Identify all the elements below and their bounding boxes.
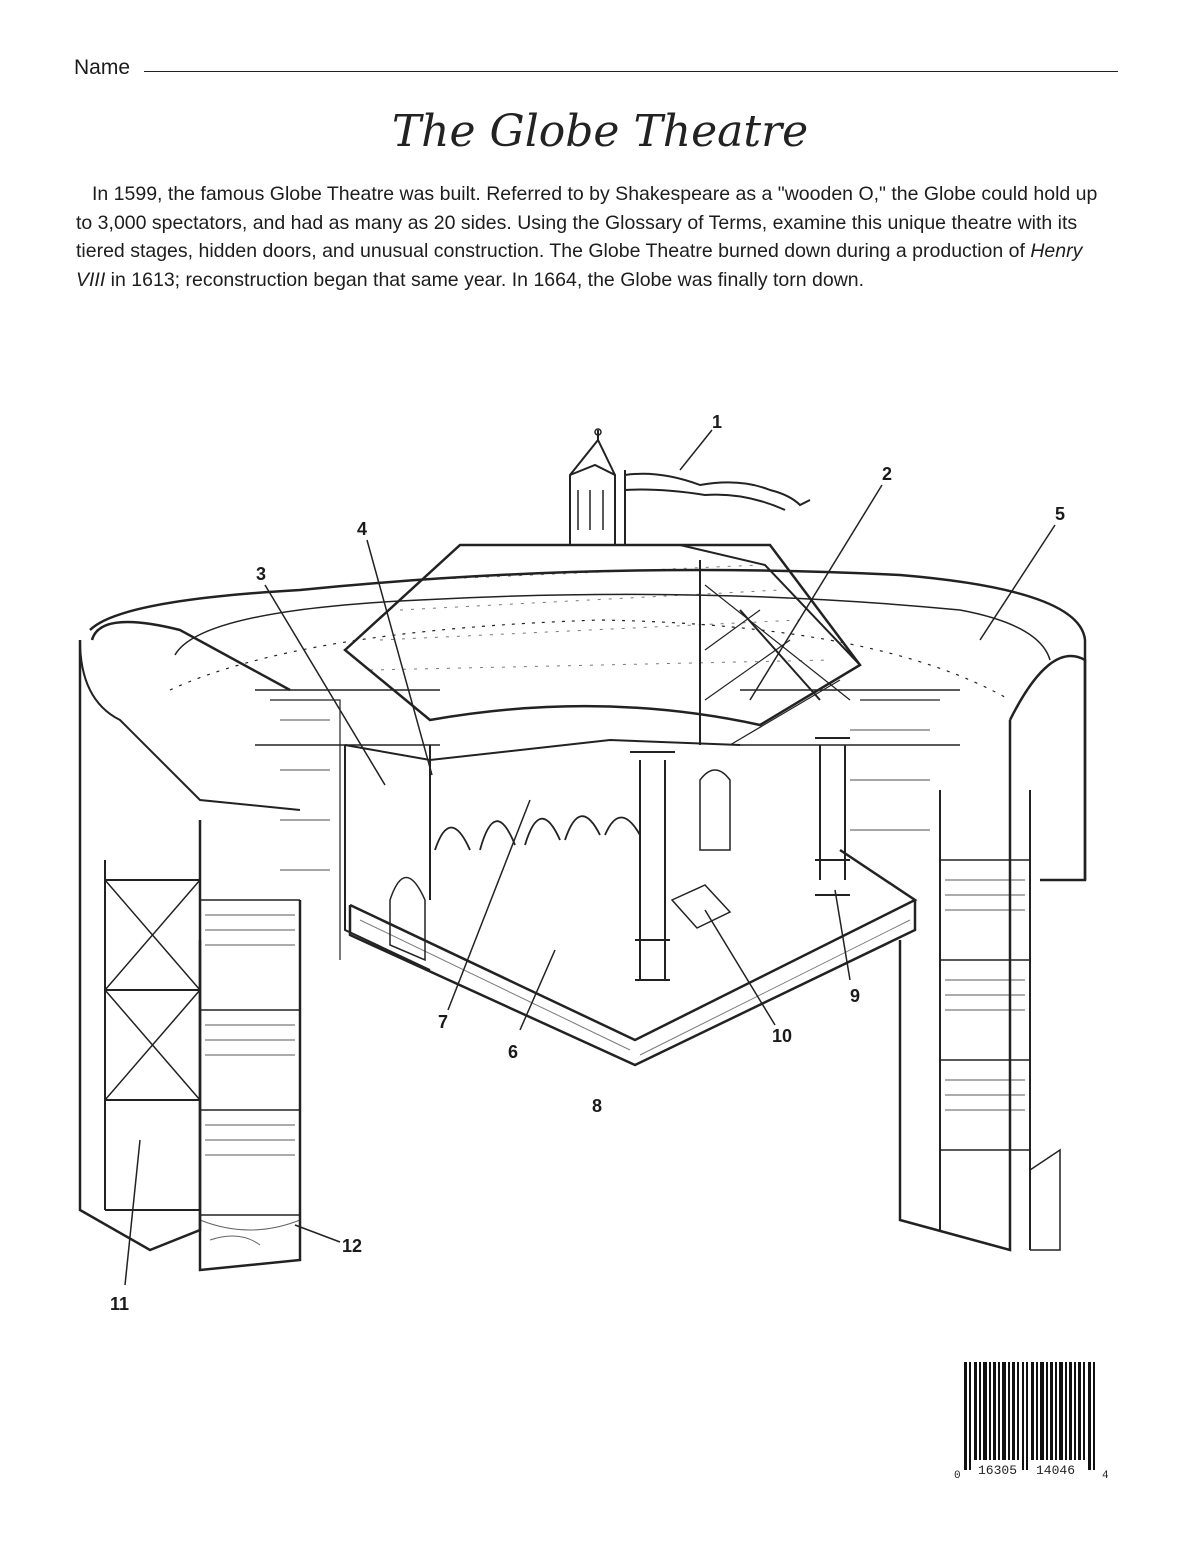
back-gallery-tiers <box>255 690 960 745</box>
label-9: 9 <box>850 986 861 1006</box>
flag <box>625 470 810 545</box>
barcode-digit-group-2: 14046 <box>1036 1463 1076 1478</box>
label-3: 3 <box>256 564 267 584</box>
stage-door-right <box>700 770 730 850</box>
intro-text-start: In 1599, the famous Globe Theatre was built. Referred to by Shakespeare as a "wooden O," the Globe could hold up to 3,000 spectators, and had as many as 20 sides. Using the Glossary of Terms, examine this unique theatre with its tiered stages, hidden doors, and unusual construction. The Globe Theatre burned down during a production of <box>76 183 1098 262</box>
label-4: 4 <box>357 519 368 539</box>
tiring-house-wall <box>345 740 740 970</box>
leader-10 <box>705 910 775 1025</box>
label-2: 2 <box>882 464 893 484</box>
leader-4 <box>367 540 432 775</box>
leader-5 <box>980 525 1055 640</box>
intro-text-end: in 1613; reconstruction began that same year. In 1664, the Globe was finally torn down. <box>105 268 865 291</box>
leader-6 <box>520 950 555 1030</box>
leader-12 <box>295 1225 340 1242</box>
trap-door <box>672 885 730 928</box>
barcode-digit-group-1: 16305 <box>978 1463 1018 1478</box>
page-title: The Globe Theatre <box>391 106 809 157</box>
barcode-digit-prefix: 0 <box>954 1470 961 1482</box>
label-6: 6 <box>508 1042 519 1062</box>
gallery-roof-ring <box>90 570 1085 880</box>
label-11: 11 <box>110 1294 130 1314</box>
label-10: 10 <box>772 1026 793 1046</box>
stage-door-left <box>390 878 425 961</box>
name-label: Name <box>74 56 131 79</box>
roof-turret <box>570 430 615 545</box>
stage-pillar-left <box>635 760 670 980</box>
barcode-digit-suffix: 4 <box>1102 1470 1109 1482</box>
leader-7 <box>448 800 530 1010</box>
barcode <box>952 1358 1134 1488</box>
label-5: 5 <box>1055 504 1066 524</box>
barcode-bars <box>964 1362 1095 1470</box>
label-1: 1 <box>712 412 723 432</box>
leader-11 <box>125 1140 140 1285</box>
label-8: 8 <box>592 1096 603 1116</box>
label-12: 12 <box>342 1236 363 1256</box>
intro-play-title: Henry VIII <box>76 240 1083 291</box>
label-7: 7 <box>438 1012 449 1032</box>
stage-platform <box>350 850 915 1065</box>
leader-2 <box>750 485 882 700</box>
stage-pillar-right <box>815 745 850 895</box>
leader-1 <box>680 430 712 470</box>
